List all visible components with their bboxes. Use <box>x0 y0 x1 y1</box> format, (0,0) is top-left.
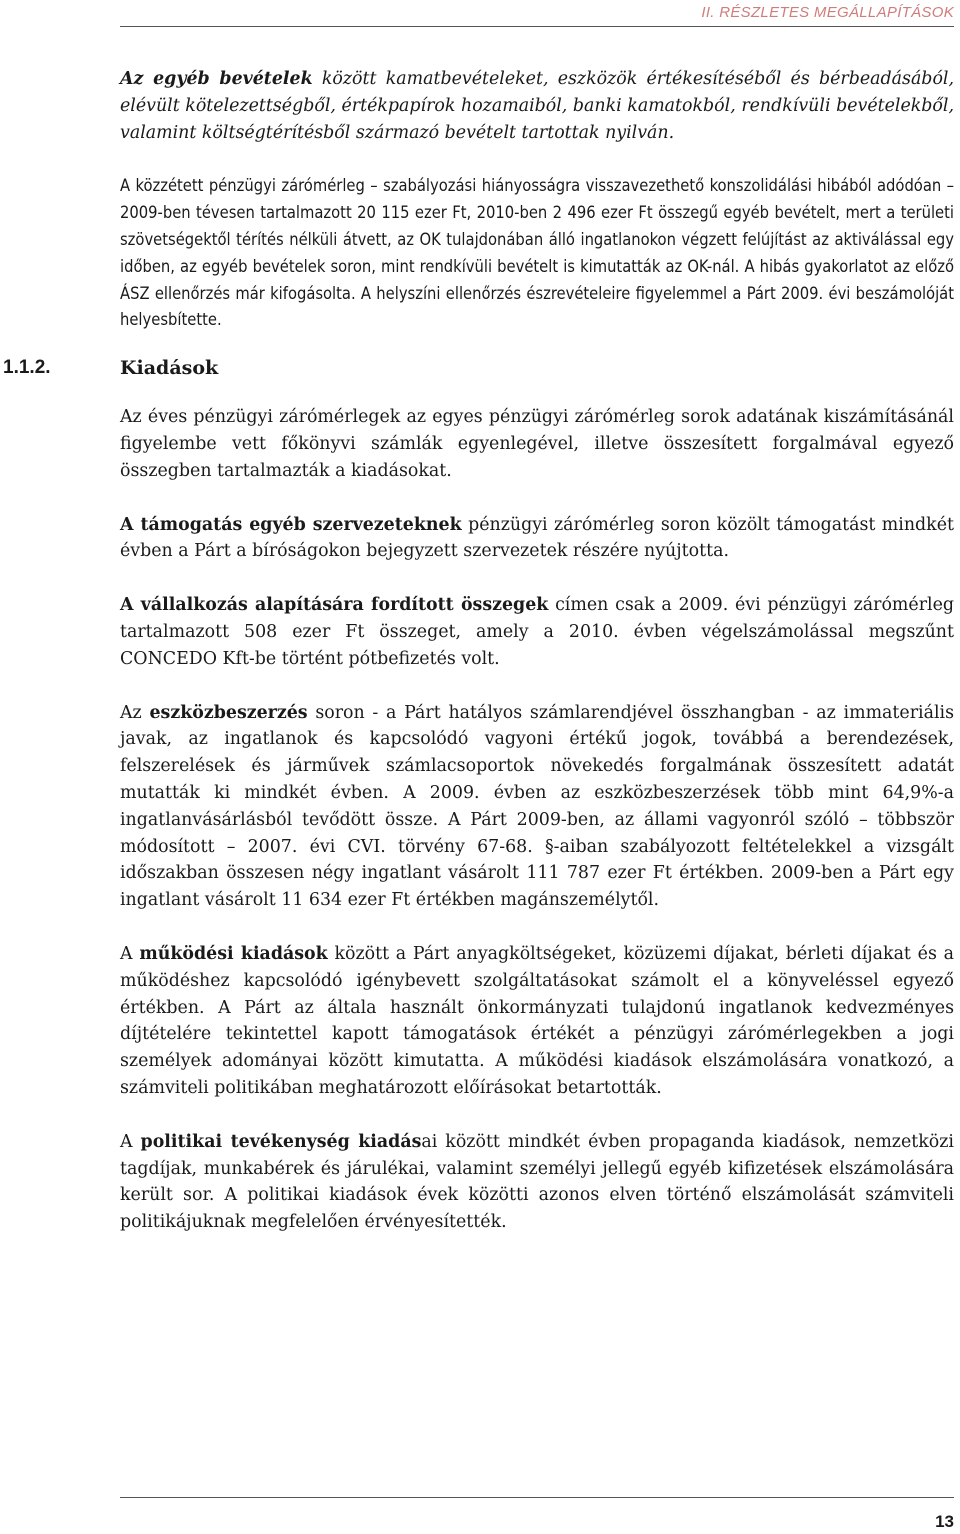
running-header: II. RÉSZLETES MEGÁLLAPÍTÁSOK <box>701 4 954 21</box>
paragraph-text: között kamatbevételeket, eszközök értékesítéséből és bérbeadásából, elévült kötelezettségből, értékpapírok hozamaiból, banki kamatokból, rendkívüli bevételekből, valamint költségtérítésből származó bevételt tartottak nyilván. <box>120 69 954 143</box>
paragraph-text: pénzügyi zárómérleg soron közölt támogatást mindkét évben a Párt a bíróságokon bejegyzett szervezetek részére nyújtotta. <box>120 514 954 562</box>
paragraph-asset-procurement <box>120 700 954 914</box>
paragraph-prefix: Az <box>120 702 150 723</box>
footer-divider <box>120 1497 954 1498</box>
bold-term: Az egyéb bevételek <box>120 69 313 89</box>
bold-term: működési kiadások <box>139 943 328 964</box>
page-number: 13 <box>935 1512 954 1531</box>
paragraph-political-expenses <box>120 1129 954 1236</box>
paragraph-support-organisations <box>120 512 954 566</box>
paragraph-text: címen csak a 2009. évi pénzügyi zárómérleg tartalmazott 508 ezer Ft összeget, amely a 2010. évben végelszámolással megszűnt CONCEDO Kft-be történt pótbefizetés volt. <box>120 595 954 669</box>
document-body <box>3 66 955 1236</box>
header-divider <box>120 26 954 27</box>
paragraph-consolidation-error <box>120 173 954 334</box>
paragraph-text: A közzétett pénzügyi zárómérleg – szabályozási hiányosságra visszavezethető konszolidálási hibából adódóan – 2009-ben tévesen tartalmazott 20 115 ezer Ft, 2010-ben 2 496 ezer Ft összegű egyéb bevételt, mert a területi szövetségektől térítés nélküli átvett, az OK tulajdonában álló ingatlanokon végzett felújítást az aktiválással egy időben, az egyéb bevételek soron, mint rendkívüli bevételt is kimutatták az OK-nál. A hibás gyakorlatot az előző ÁSZ ellenőrzés már kifogásolta. A helyszíni ellenőrzés észrevételeire figyelemmel a Párt 2009. évi beszámolóját helyesbítette. <box>120 176 954 330</box>
bold-term: A vállalkozás alapítására fordított összegek <box>120 595 549 616</box>
paragraph-text: ai között mindkét évben propaganda kiadások, nemzetközi tagdíjak, munkabérek és járulékai, valamint személyi jellegű egyéb kifizetések elszámolására került sor. A politikai kiadások évek közötti azonos elven történő elszámolását számviteli politikájuknak megfelelően érvényesítették. <box>120 1131 954 1233</box>
paragraph-prefix: A <box>120 943 140 964</box>
paragraph-prefix: A <box>120 1131 141 1152</box>
section-heading <box>3 354 954 382</box>
section-title: Kiadások <box>120 357 219 380</box>
bold-term: politikai tevékenység kiadás <box>140 1131 422 1152</box>
section-number: 1.1.2. <box>3 357 51 379</box>
paragraph-operating-expenses <box>120 941 954 1102</box>
bold-term: eszközbeszerzés <box>149 702 308 723</box>
paragraph-text: Az éves pénzügyi zárómérlegek az egyes pénzügyi zárómérleg sorok adatának kiszámításánál figyelembe vett főkönyvi számlák egyenlegével, illetve összesített forgalmával egyező összegben tartalmazták a kiadásokat. <box>120 407 954 481</box>
bold-term: A támogatás egyéb szervezeteknek <box>120 514 462 535</box>
paragraph-enterprise-founding <box>120 592 954 672</box>
paragraph-text: között a Párt anyagköltségeket, közüzemi díjakat, bérleti díjakat és a működéshez kapcsolódó igénybevett szolgáltatásokat számolt el a könyveléssel egyező értékben. A Párt az általa használt önkormányzati tulajdonú ingatlanok kedvezményes díjtételére tekintettel kapott támogatások értékét a pénzügyi zárómérlegekben a jogi személyek adományai között kimutatta. A működési kiadások elszámolására vonatkozó, a számviteli politikában meghatározott előírásokat betartották. <box>120 943 955 1098</box>
paragraph-expenses-intro <box>120 404 954 484</box>
paragraph-text: soron - a Párt hatályos számlarendjével összhangban - az immateriális javak, az ingatlanok és kapcsolódó vagyoni értékű jogok, továbbá a berendezések, felszerelések és járművek számlacsoportok növekedés forgalmának összesített adatát mutatták ki mindkét évben. A 2009. évben az eszközbeszerzések több mint 64,9%-a ingatlanvásárlásból tevődött össze. A Párt 2009-ben, az állami vagyonról szóló – többször módosított – 2007. évi CVI. törvény 67-68. §-aiban szabályozott feltételekkel a vizsgált időszakban összesen négy ingatlant vásárolt 111 787 ezer Ft értékben. 2009-ben a Párt egy ingatlant vásárolt 11 634 ezer Ft értékben magánszemélytől. <box>120 702 954 911</box>
paragraph-other-income <box>120 66 954 146</box>
